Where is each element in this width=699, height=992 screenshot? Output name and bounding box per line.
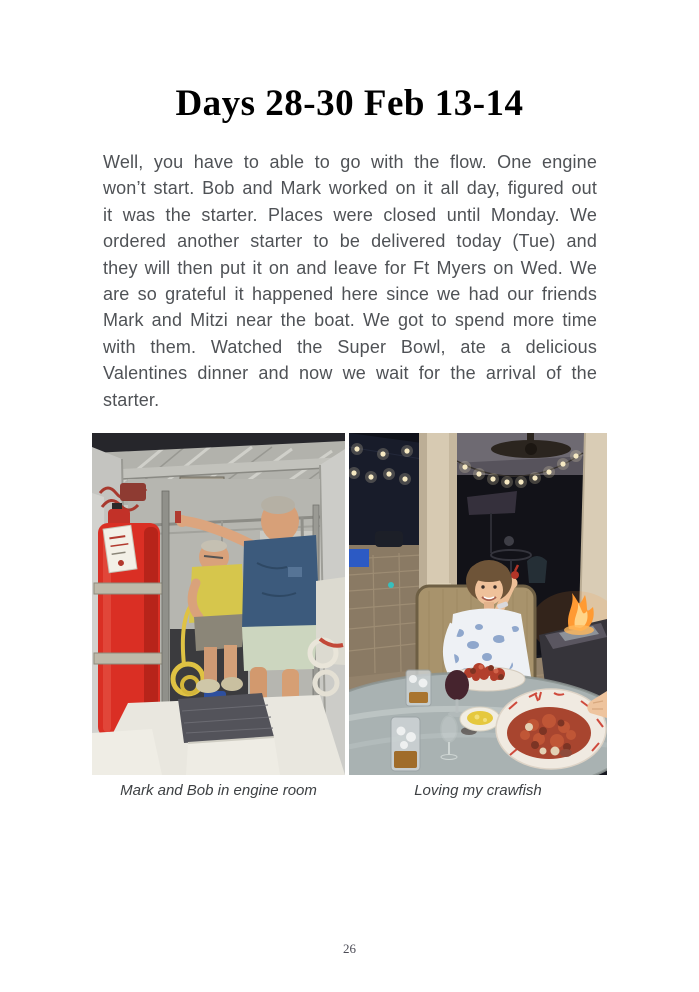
photo-engine-room [92, 433, 345, 775]
page-title: Days 28-30 Feb 13-14 [175, 83, 524, 124]
page-number: 26 [343, 941, 356, 956]
engine-room-illustration [92, 433, 345, 775]
captions-row [92, 782, 607, 799]
caption-engine-room: Mark and Bob in engine room [120, 782, 317, 799]
body-paragraph: Well, you have to able to go with the flow. One engine won’t start. Bob and Mark worked on it all day, figured out it was the starter. Places were closed until Monday. We ordered another starter to be delivered today (Tue) and they will then put it on and leave for Ft Myers on Wed. We are so grateful it happened here since we had our friends Mark and Mitzi near the boat. We got to spend more time with them. Watched the Super Bowl, ate a delicious Valentines dinner and now we wait for the arrival of the starter. [103, 152, 597, 410]
photos-row [92, 433, 607, 775]
caption-crawfish: Loving my crawfish [414, 782, 542, 799]
crawfish-dinner-illustration [349, 433, 607, 775]
photo-crawfish [349, 433, 607, 775]
